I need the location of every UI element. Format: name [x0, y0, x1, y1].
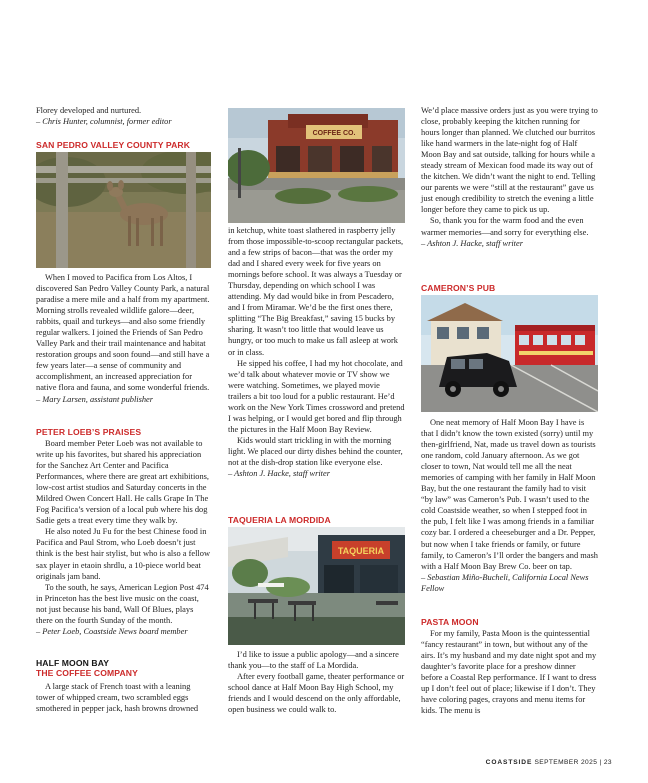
taqueria-paragraph-1: I’d like to issue a public apology—and a sincere thank you—to the staff of La Mordida. [228, 650, 399, 671]
footer-brand: COASTSIDE [485, 759, 533, 766]
peter-loeb-paragraph-1: Board member Peter Loeb was not available to write up his favorites, but shared his appreciation for the Sanchez Art Center and Pacifica Performances, where there are great art exhibitions, low-cost artist studios and Saturday concerts in the Mildred Owen Concert Hall. He calls Grape In The Fog Pacifica’s version of a local pub where his dog Sadie gets a treat every time they walk by. [36, 439, 210, 526]
section-title-coffee-company: THE COFFEE COMPANY [36, 668, 138, 678]
peter-loeb-credit: – Peter Loeb, Coastside News board member [36, 626, 188, 636]
camerons-pub-paragraph: One neat memory of Half Moon Bay I have is that I didn’t know the town existed (sorry) until my then-girlfriend, Nat, made us travel down as tourists one random, cold January afternoon. As we got closer to town, Nat would tell me all the neat memories of camping with her family in Half Moon Bay, but the one restaurant the family had to visit “by law” was Cameron’s Pub. I wasn’t used to the cold Coastside weather, so when I stepped foot in the pub, I felt like I was among friends in a familiar cozy bar. I ordered a cheeseburger and a Dr. Pepper, but now when I take friends or family, or future family, to Cameron’s I’ll order the bangers and mash with a Half Moon Bay Brew Co. beer on tap. [421, 418, 598, 571]
footer-separator: | [599, 759, 602, 766]
footer-page-number: 23 [603, 759, 612, 766]
pasta-moon-paragraph: For my family, Pasta Moon is the quintessential “fancy restaurant” in town, but without any of the airs. It’s my husband and my date night spot and my daughter’s favorite place for a preshow dinner before a Coastal Rep performance. If I want to dress up I don’t feel out of place; likewise if I don’t. They have coloring pages, crayons and menu items for kids. The menu is [421, 629, 597, 716]
taqueria-paragraph-3: We’d place massive orders just as you were trying to close, probably keeping the kitchen running for hours longer than planned. We clutched our burritos like hand warmers in the late-night fog of Half Moon Bay and sat outside, talking for hours while a steady stream of Mexican food made its way out of the kitchen. We didn’t want the night to end. Telling our parents we were “still at the restaurant” gave us just enough credibility to stretch the evening a little longer before they came to pick us up. [421, 106, 598, 215]
san-pedro-paragraph: When I moved to Pacifica from Los Altos, I discovered San Pedro Valley County Park, a natural paradise a mere mile and a half from my apartment. Morning strolls revealed wildlife galore—deer, rabbits, quail and turkeys—and also some friendly regular walkers. I joined the Friends of San Pedro Valley Park and their trail maintenance and habitat restoration groups and soon found—and still have a few years later—a sense of community and accomplishment, an increased appreciation for native flora and fauna, and some wonderful friends. [36, 273, 210, 393]
page-footer [486, 759, 612, 766]
intro-line: Florey developed and nurtured. [36, 106, 142, 115]
san-pedro-credit: – Mary Larsen, assistant publisher [36, 394, 154, 404]
footer-issue: SEPTEMBER 2025 [534, 759, 598, 766]
coffee-company-credit: – Ashton J. Hacke, staff writer [228, 469, 330, 479]
camerons-pub-photo [421, 295, 598, 412]
deer-photo [36, 152, 211, 268]
section-title-taqueria: TAQUERIA LA MORDIDA [228, 515, 331, 525]
section-title-peter-loeb: PETER LOEB’S PRAISES [36, 427, 142, 437]
intro-credit: – Chris Hunter, columnist, former editor [36, 117, 172, 126]
peter-loeb-paragraph-3: To the south, he says, American Legion Post 474 in Princeton has the best live music on the coast, not just because his band, Wall Of Blues, plays there on the fourth Sunday of the month. [36, 582, 209, 625]
section-title-san-pedro: SAN PEDRO VALLEY COUNTY PARK [36, 140, 191, 150]
camerons-pub-credit: – Sebastian Miño-Bucheli, California Local News Fellow [421, 572, 589, 593]
taqueria-sign-text: TAQUERIA [337, 546, 385, 556]
coffee-sign-text: COFFEE CO. [312, 130, 356, 137]
section-title-camerons-pub: CAMERON’S PUB [421, 283, 496, 293]
section-title-half-moon-bay: HALF MOON BAY [36, 658, 110, 668]
coffee-company-paragraph-4: Kids would start trickling in with the morning light. We placed our dirty dishes behind the counter, not at the dish-drop station like everyone else. [228, 435, 403, 467]
taqueria-paragraph-4: So, thank you for the warm food and the even warmer memories—and sorry for everything else. [421, 216, 589, 237]
coffee-company-paragraph-1: A large stack of French toast with a leaning tower of whipped cream, two scrambled eggs smothered in pepper jack, hash browns drowned [36, 682, 199, 714]
taqueria-paragraph-2: After every football game, theater performance or school dance at Half Moon Bay High School, my friends and I would descend on the only affordable, open business we could walk to. [228, 672, 405, 715]
taqueria-photo [228, 527, 405, 645]
taqueria-credit: – Ashton J. Hacke, staff writer [421, 238, 523, 248]
coffee-company-paragraph-2: in ketchup, white toast slathered in raspberry jelly from those impossible-to-scoop rectangular packets, and a few strips of bacon—that was the order my dad and I shared every week for five years on mornings before school. It was always a Tuesday or Thursday, depending on which school I was attending. My dad would bike in from Pescadero, and I from Miramar. We’d be the first ones there, splitting “The Big Breakfast,” saving 15 bucks by sharing. It wasn’t too little that would leave us hungry, or too much to make us fall asleep at work or in class. [228, 226, 404, 357]
coffee-company-photo [228, 108, 405, 223]
coffee-company-paragraph-3: He sipped his coffee, I had my hot chocolate, and we’d talk about whatever movie or TV show we were watching. Sometimes, we played movie trailers a bit too loud for a public restaurant. He’d work on the New York Times crossword and pretend I was helping, or I would get bored and flip through the pictures in the Half Moon Bay Review. [228, 358, 405, 434]
peter-loeb-paragraph-2: He also noted Ju Fu for the best Chinese food in Pacifica and Paul Strom, who Loeb doesn’t just think is the best hair stylist, but who is also a fellow sax player in etaoin shrdlu, a 10-piece world beat originals jam band. [36, 527, 210, 581]
section-title-pasta-moon: PASTA MOON [421, 617, 479, 627]
